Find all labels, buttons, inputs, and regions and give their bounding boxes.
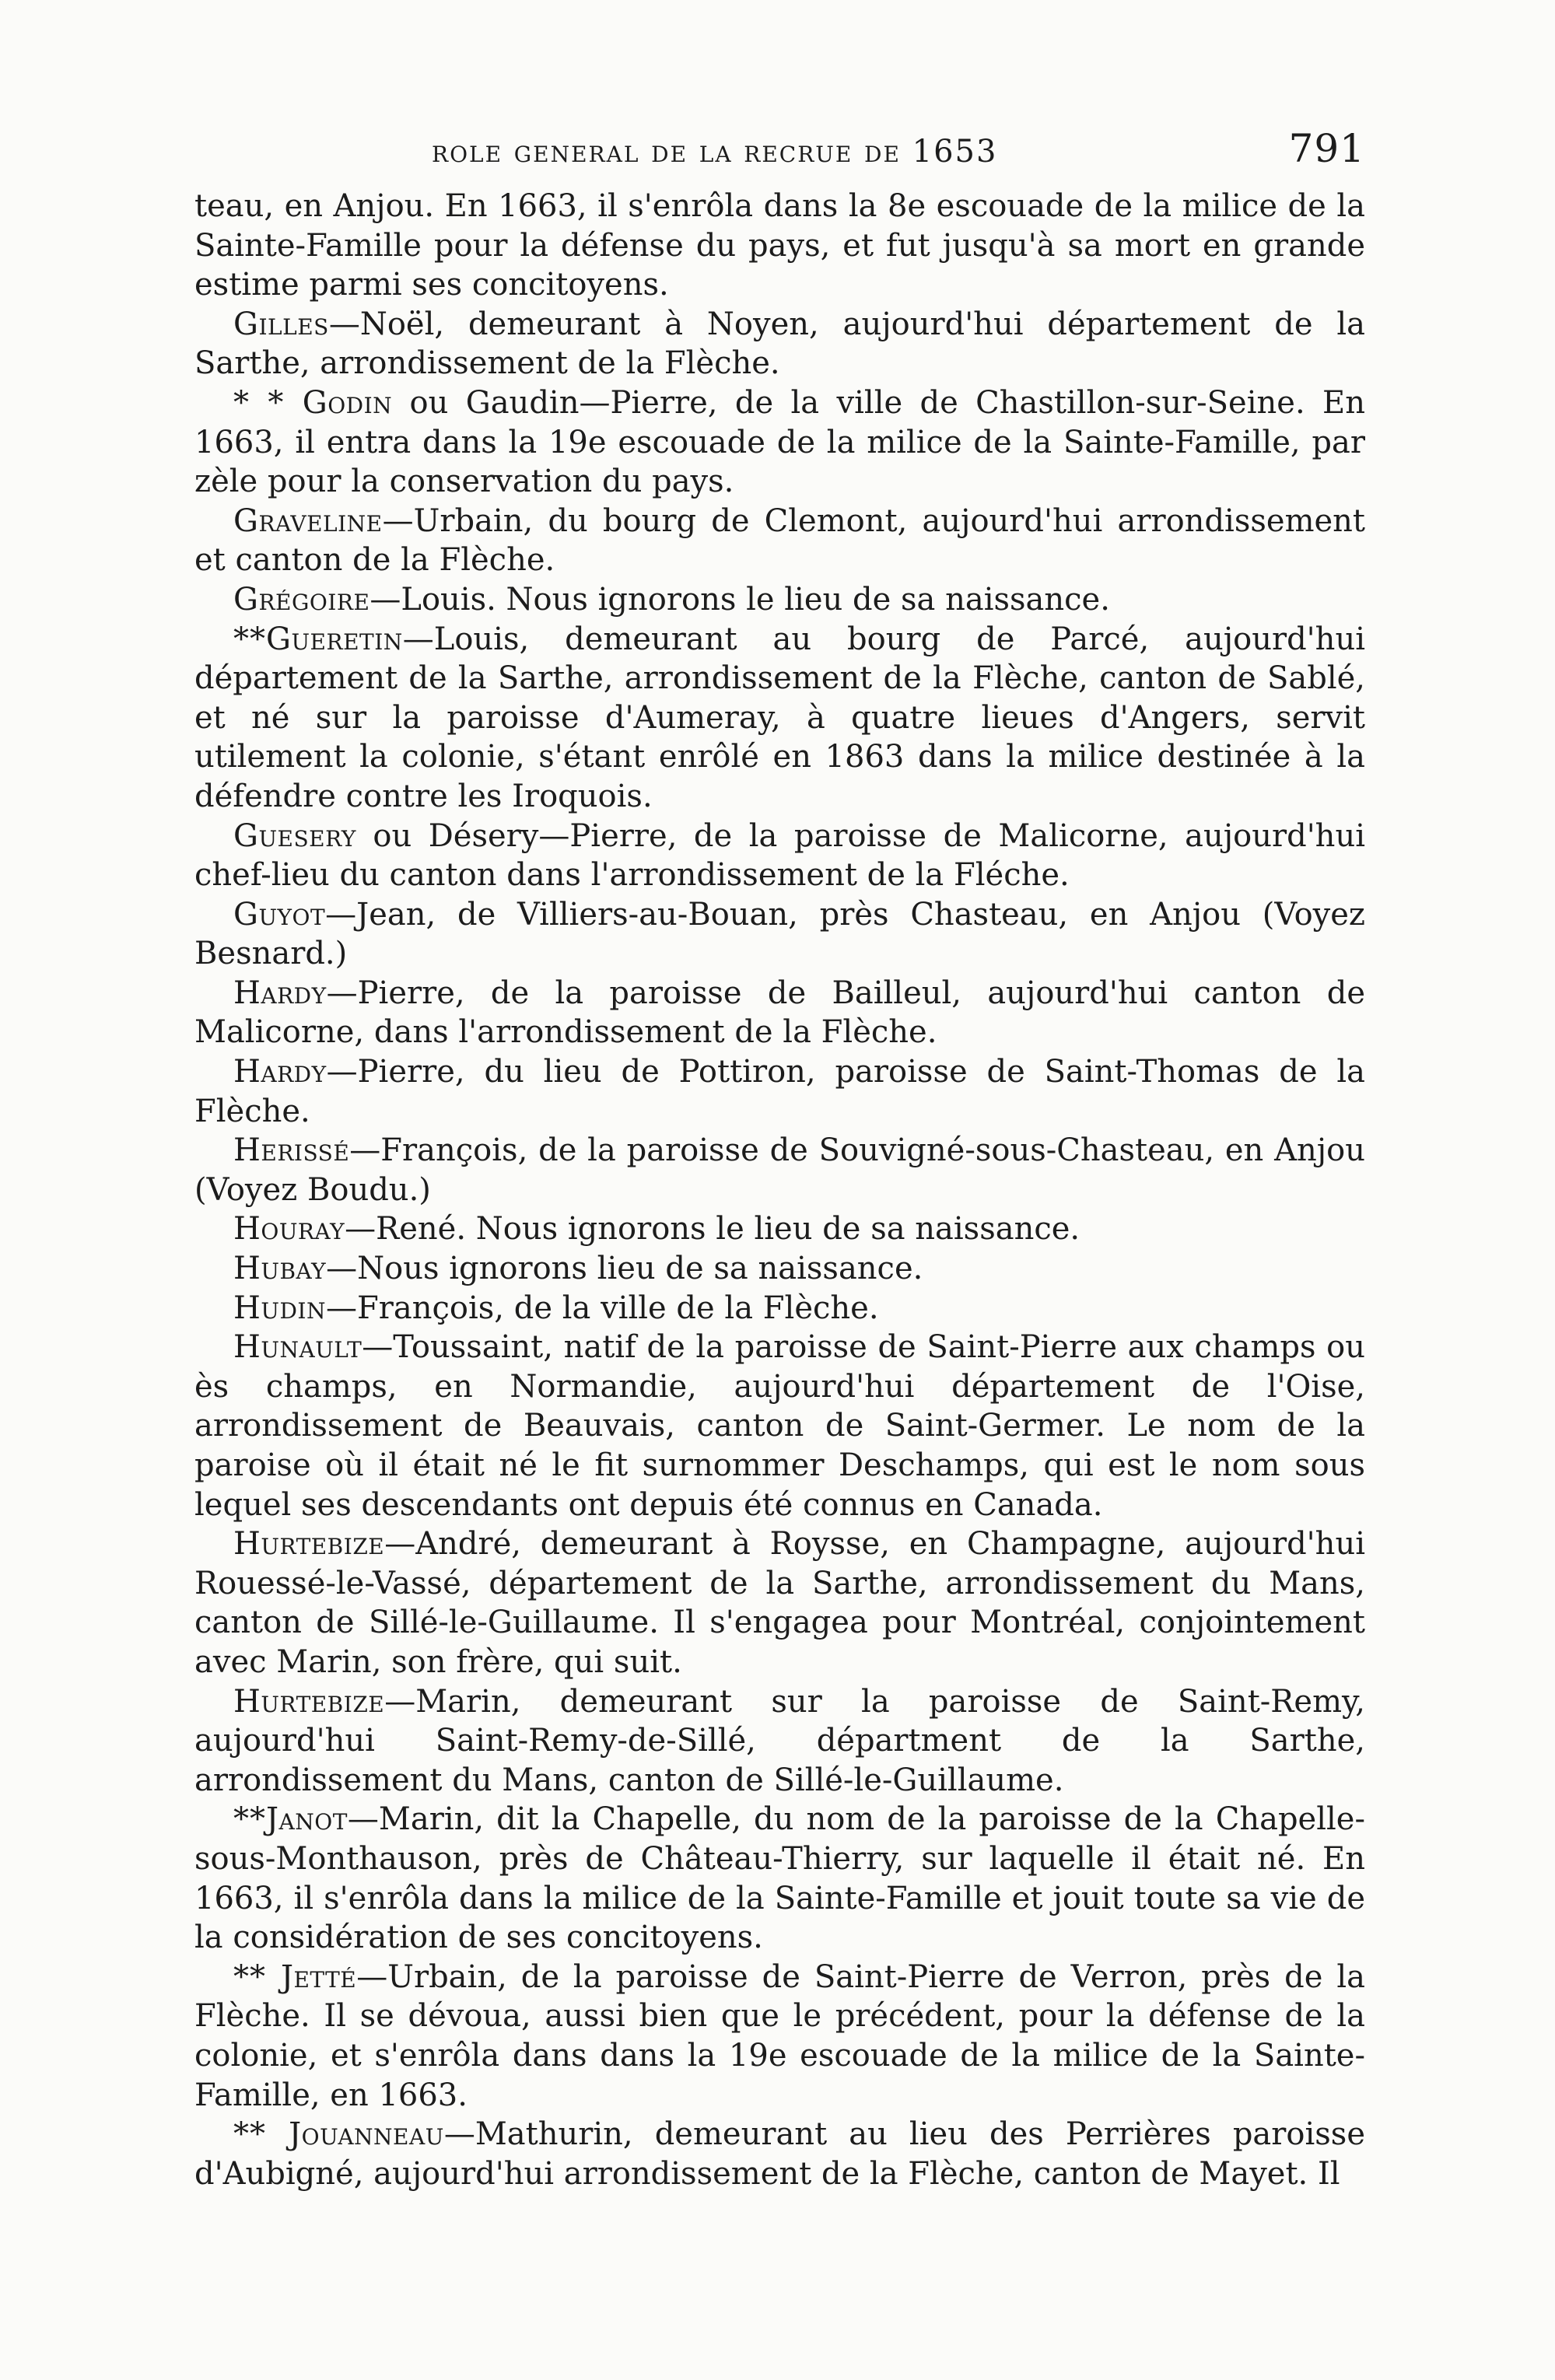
entry-paragraph: [194, 305, 1365, 383]
entry-paragraph: [194, 1958, 1365, 2115]
entry-text: —Marin, dit la Chapelle, du nom de la paroisse de la Chapelle-sous-Monthauson, près de Château-Thierry, sur laquelle il était né. En 1663, il s'enrôla dans la milice de la Sainte-Famille et jouit toute sa vie de la considération de ses concitoyens.: [194, 1801, 1365, 1956]
entry-name: Godin: [302, 384, 393, 421]
entry-text: —Louis. Nous ignorons le lieu de sa naissance.: [369, 581, 1110, 618]
entry-paragraph: [194, 1682, 1365, 1801]
entry-paragraph: [194, 383, 1365, 502]
running-head: role general de la recrue de 1653: [432, 134, 998, 170]
page-number: 791: [1288, 126, 1365, 171]
entry-text: —Pierre, du lieu de Pottiron, paroisse de Saint-Thomas de la Flèche.: [194, 1054, 1365, 1129]
entry-text: —Louis, demeurant au bourg de Parcé, aujourd'hui département de la Sarthe, arrondissement de la Flèche, canton de Sablé, et né sur la paroisse d'Aumeray, à quatre lieues d'Angers, servit utilement la colonie, s'étant enrôlé en 1863 dans la milice destinée à la défendre contre les Iroquois.: [194, 621, 1365, 814]
entry-name: Hudin: [233, 1290, 326, 1326]
entry-paragraph: [194, 817, 1365, 895]
entry-name: Guyot: [233, 896, 326, 933]
entry-name: Grégoire: [233, 581, 370, 618]
body-text: [194, 187, 1365, 2193]
entry-paragraph: [194, 187, 1365, 305]
entry-marker: **: [233, 2116, 289, 2153]
entry-text: —Mathurin, demeurant au lieu des Perrières paroisse d'Aubigné, aujourd'hui arrondissement de la Flèche, canton de Mayet. Il: [194, 2116, 1366, 2192]
entry-name: Guesery: [233, 817, 356, 854]
entry-text: —Nous ignorons lieu de sa naissance.: [326, 1251, 923, 1287]
entry-text: teau, en Anjou. En 1663, il s'enrôla dans la 8e escouade de la milice de la Sainte-Famille pour la défense du pays, et fut jusqu'à sa mort en grande estime parmi ses concitoyens.: [194, 188, 1365, 303]
entry-marker: * *: [233, 384, 303, 421]
entry-paragraph: [194, 1800, 1365, 1957]
entry-text: —Noël, demeurant à Noyen, aujourd'hui département de la Sarthe, arrondissement de la Flèche.: [194, 306, 1365, 382]
entry-paragraph: [194, 1249, 1365, 1289]
entry-name: Houray: [233, 1211, 345, 1248]
entry-text: —Pierre, de la paroisse de Bailleul, aujourd'hui canton de Malicorne, dans l'arrondissement de la Flèche.: [194, 975, 1365, 1051]
document-page: [194, 117, 1365, 2193]
entry-marker: **: [233, 1801, 266, 1838]
entry-paragraph: [194, 2115, 1365, 2193]
entry-text: —Jean, de Villiers-au-Bouan, près Chasteau, en Anjou (Voyez Besnard.): [194, 896, 1365, 972]
entry-paragraph: [194, 895, 1365, 974]
entry-paragraph: [194, 1328, 1365, 1524]
entry-name: Hubay: [233, 1251, 327, 1287]
entry-text: —Marin, demeurant sur la paroisse de Saint-Remy, aujourd'hui Saint-Remy-de-Sillé, départment de la Sarthe, arrondissement du Mans, canton de Sillé-le-Guillaume.: [194, 1683, 1365, 1798]
entry-text: —René. Nous ignorons le lieu de sa naissance.: [345, 1211, 1080, 1248]
entry-paragraph: [194, 974, 1365, 1052]
entry-name: Gilles: [233, 306, 329, 342]
entry-name: Jouanneau: [289, 2116, 444, 2153]
entry-name: Herissé: [233, 1132, 350, 1169]
entry-paragraph: [194, 1524, 1365, 1682]
entry-text: —Urbain, de la paroisse de Saint-Pierre de Verron, près de la Flèche. Il se dévoua, aussi bien que le précédent, pour la défense de la colonie, et s'enrôla dans dans la 19e escouade de la milice de la Sainte-Famille, en 1663.: [194, 1958, 1365, 2113]
entry-text: —Toussaint, natif de la paroisse de Saint-Pierre aux champs ou ès champs, en Normandie, aujourd'hui département de l'Oise, arrondissement de Beauvais, canton de Saint-Germer. Le nom de la paroise où il était né le fit surnommer Deschamps, qui est le nom sous lequel ses descendants ont depuis été connus en Canada.: [194, 1329, 1365, 1523]
entry-marker: **: [233, 621, 266, 657]
entry-paragraph: [194, 1052, 1365, 1131]
entry-text: —François, de la paroisse de Souvigné-sous-Chasteau, en Anjou (Voyez Boudu.): [194, 1132, 1365, 1208]
entry-text: —André, demeurant à Roysse, en Champagne, aujourd'hui Rouessé-le-Vassé, département de la Sarthe, arrondissement du Mans, canton de Sillé-le-Guillaume. Il s'engagea pour Montréal, conjointement avec Marin, son frère, qui suit.: [194, 1526, 1365, 1680]
entry-name: Jetté: [280, 1958, 357, 1995]
page-header: [194, 117, 1365, 187]
entry-text: ou Gaudin—Pierre, de la ville de Chastillon-sur-Seine. En 1663, il entra dans la 19e escouade de la milice de la Sainte-Famille, par zèle pour la conservation du pays.: [194, 384, 1366, 500]
entry-name: Hunault: [233, 1329, 362, 1366]
entry-paragraph: [194, 620, 1365, 817]
entry-name: Hardy: [233, 1054, 327, 1090]
entry-name: Hurtebize: [233, 1683, 385, 1720]
entry-name: Hardy: [233, 975, 327, 1011]
entry-text: ou Désery—Pierre, de la paroisse de Malicorne, aujourd'hui chef-lieu du canton dans l'arrondissement de la Fléche.: [194, 817, 1365, 894]
entry-name: Janot: [266, 1801, 348, 1838]
entry-text: —Urbain, du bourg de Clemont, aujourd'hui arrondissement et canton de la Flèche.: [194, 502, 1365, 579]
entry-name: Graveline: [233, 502, 383, 539]
entry-paragraph: [194, 1209, 1365, 1249]
entry-paragraph: [194, 1131, 1365, 1209]
entry-paragraph: [194, 1289, 1365, 1328]
entry-name: Hurtebize: [233, 1526, 385, 1563]
entry-name: Gueretin: [266, 621, 403, 657]
entry-text: —François, de la ville de la Flèche.: [326, 1290, 879, 1326]
entry-paragraph: [194, 580, 1365, 620]
entry-paragraph: [194, 502, 1365, 580]
entry-marker: **: [233, 1958, 281, 1995]
